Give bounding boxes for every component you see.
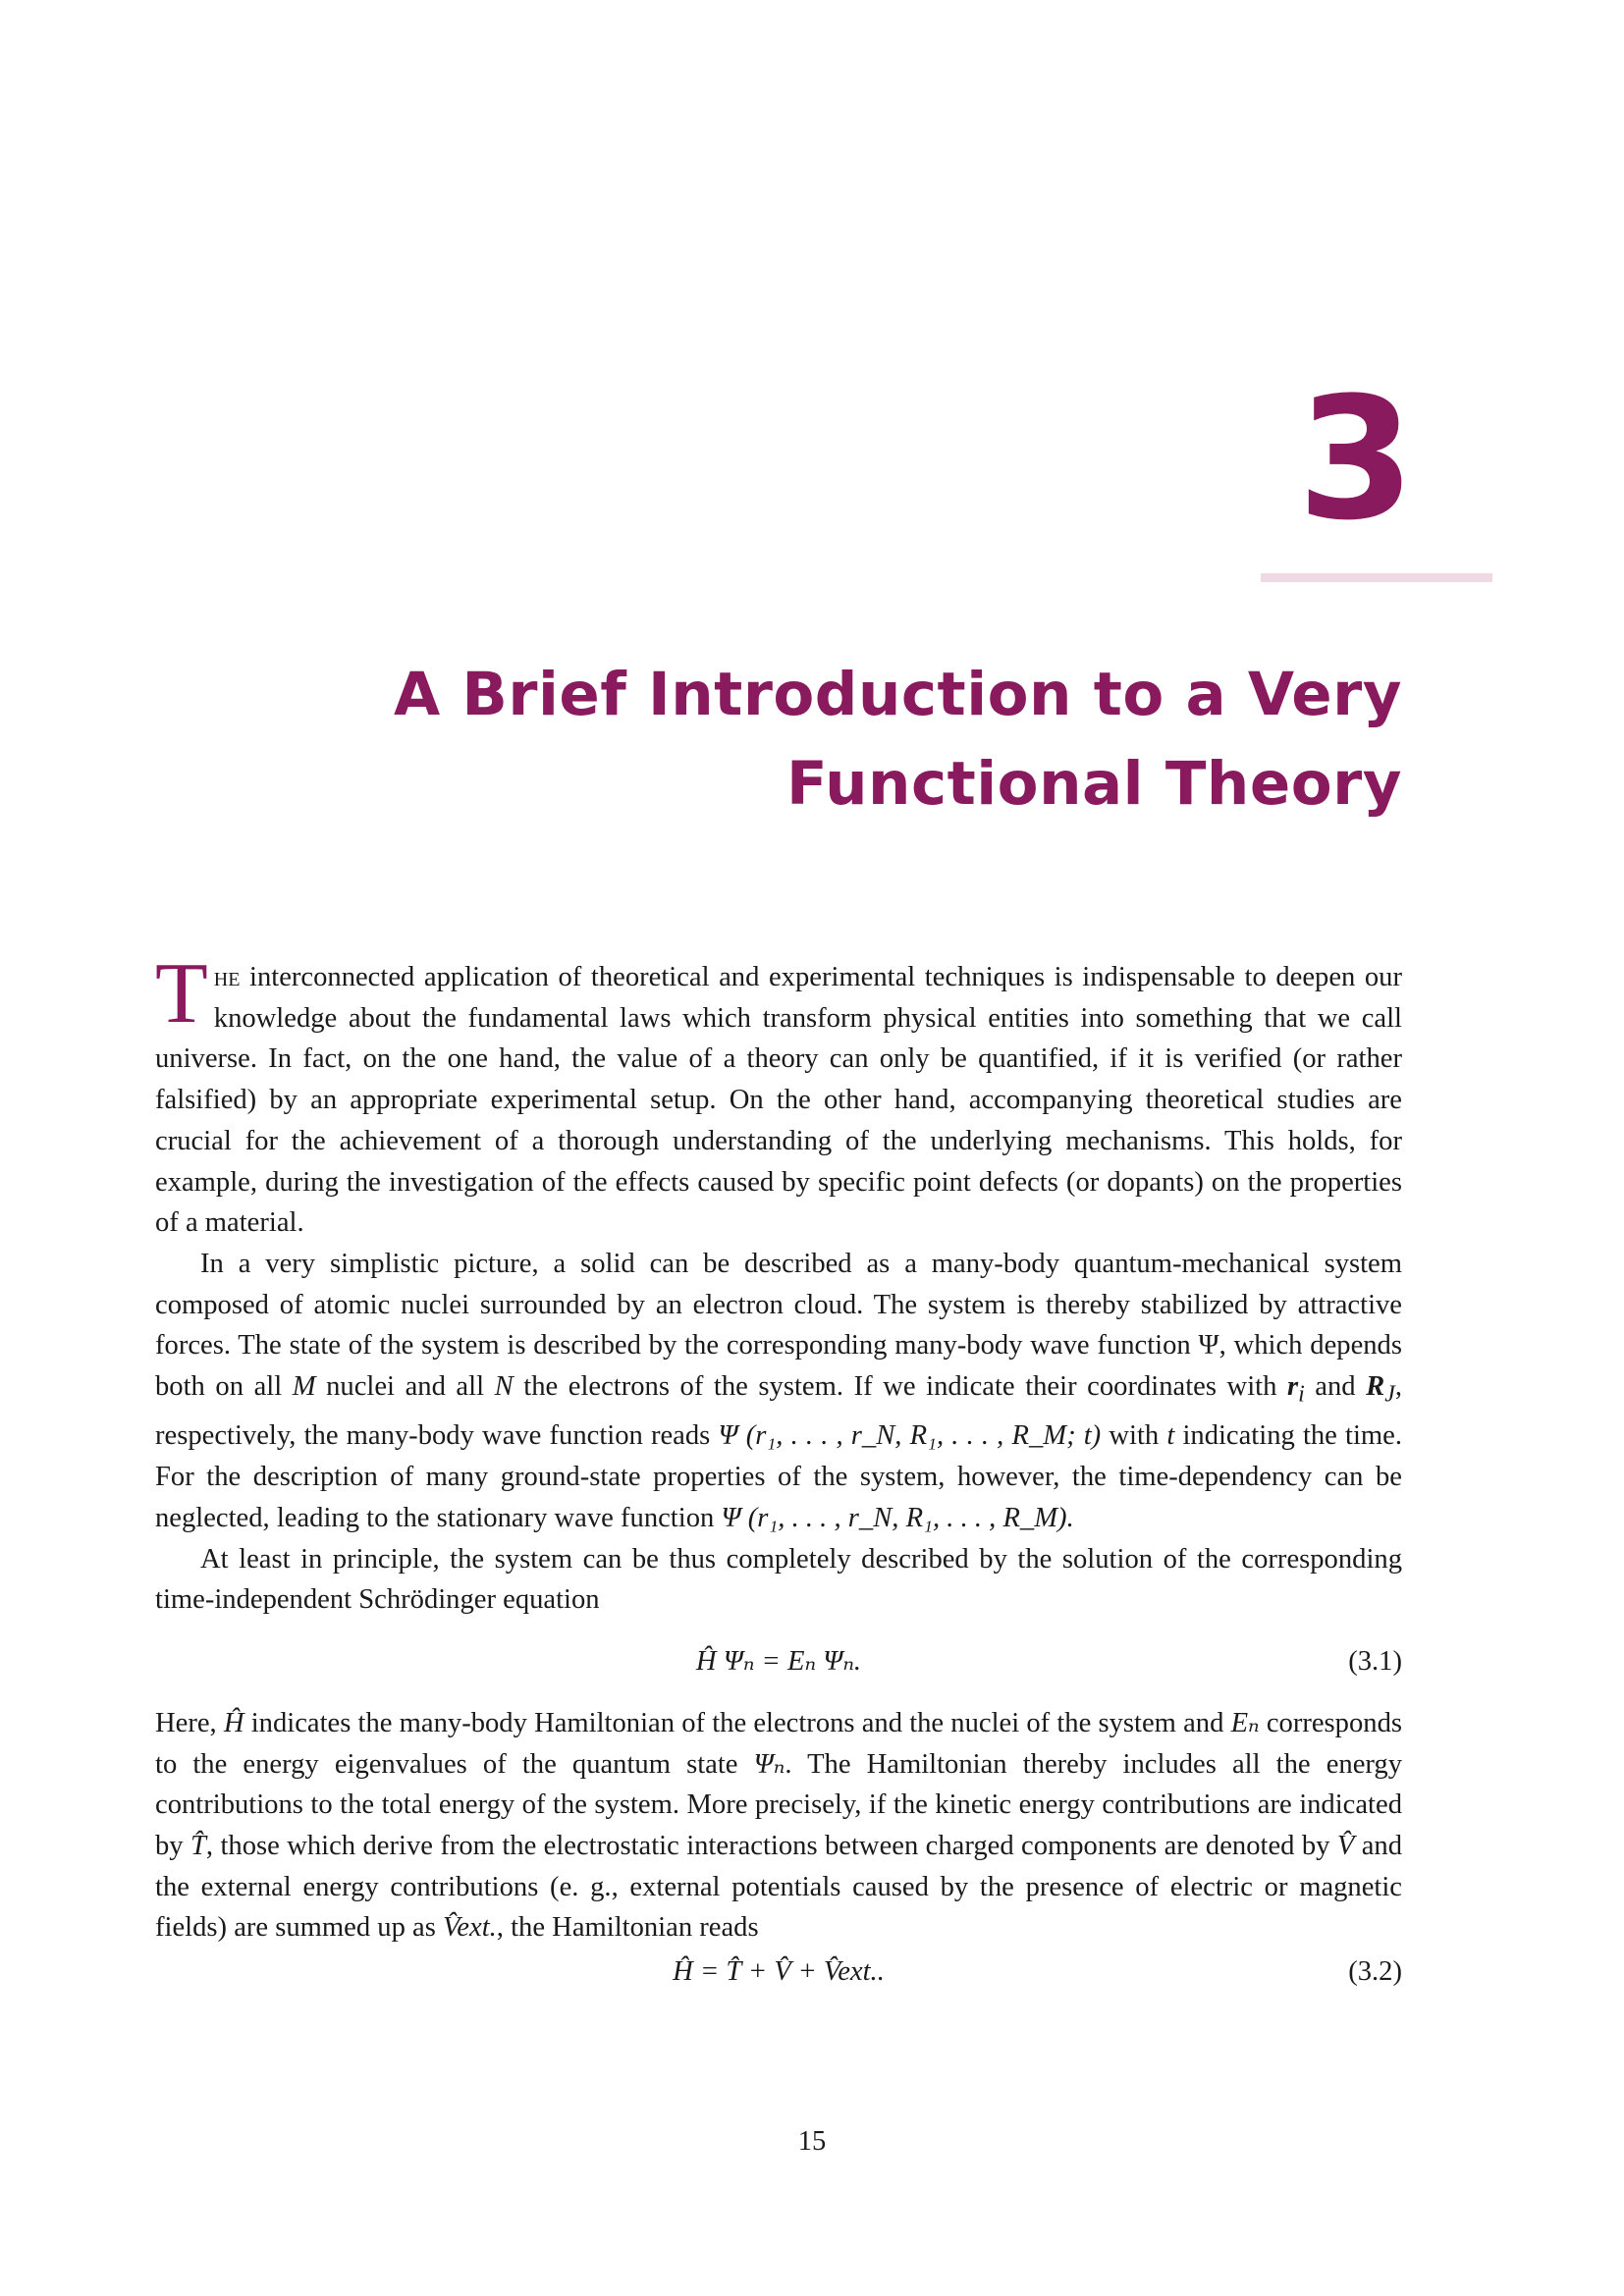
p4-text-b: indicates the many-body Hamiltonian of the electrons and the nuclei of the system and [244, 1707, 1231, 1738]
p2-text-b: nuclei and all [315, 1371, 495, 1403]
p4-text-a: Here, [155, 1707, 224, 1738]
math-wavefunction-stationary: Ψ (r₁, . . . , r_N, R₁, . . . , R_M). [721, 1502, 1074, 1533]
p4-text-e: , those which derive from the electrostatic interactions between charged components are denoted by [205, 1831, 1337, 1862]
p2-text-a: In a very simplistic picture, a solid can be described as a many-body quantum-mechanical system composed of atomic nuclei surrounded by an electron cloud. The system is thereby stabilized by attractive forces. The state of the system is described by the corresponding many-body wave function Ψ, which depends both on all [155, 1248, 1402, 1403]
paragraph-4 [155, 1703, 1402, 1949]
math-M: M [292, 1371, 316, 1403]
math-R-sub: J [1384, 1381, 1395, 1408]
body-text [155, 946, 1403, 1996]
math-H: Ĥ [223, 1707, 244, 1738]
p4-text-f: and the external energy contributions (e. g., external potentials caused by the presence of electric or magnetic fields) are summed up as [155, 1831, 1403, 1944]
p2-text-d: and [1304, 1371, 1367, 1403]
math-r-sub: i [1298, 1381, 1305, 1408]
p2-text-e: , respectively, the many-body wave function reads [155, 1371, 1402, 1452]
math-N: N [494, 1371, 514, 1403]
equation-3-2-number: (3.2) [1348, 1956, 1402, 1988]
p2-text-c: the electrons of the system. If we indicate their coordinates with [513, 1371, 1287, 1403]
equation-3-1-body: Ĥ Ψₙ = Eₙ Ψₙ. [695, 1646, 862, 1678]
p4-text-c: corresponds to the energy eigenvalues of the quantum state [155, 1707, 1402, 1780]
small-caps-lead: he [213, 962, 241, 992]
drop-cap: T [155, 946, 208, 1041]
math-T: T̂ [190, 1831, 206, 1862]
equation-3-2-body: Ĥ = T̂ + V̂ + V̂ext.. [673, 1956, 885, 1988]
page-number: 15 [797, 2126, 827, 2157]
p2-text-f: with [1101, 1420, 1167, 1452]
math-wavefunction-time: Ψ (r₁, . . . , r_N, R₁, . . . , R_M; t) [718, 1420, 1102, 1452]
p4-text-d: . The Hamiltonian thereby includes all the energy contributions to the total energy of the system. More precisely, if the kinetic energy contributions are indicated by [155, 1748, 1403, 1862]
paragraph-3: At least in principle, the system can be thus completely described by the solution of the corresponding time-independent Schrödinger equation [155, 1543, 1402, 1616]
math-V-ext: V̂ext. [443, 1912, 497, 1944]
paragraph-1-text: interconnected application of theoretical and experimental techniques is indispensable to deepen our knowledge about the fundamental laws which transform physical entities into something that we call universe. In fact, on the one hand, the value of a theory can only be quantified, if it is verified (or rather falsified) by an appropriate experimental setup. On the other hand, accompanying theoretical studies are crucial for the achievement of a thorough understanding of the underlying mechanisms. This holds, for example, during the investigation of the effects caused by specific point defects (or dopants) on the properties of a material. [155, 962, 1402, 1239]
math-r: r [1286, 1371, 1299, 1403]
math-En: Eₙ [1230, 1707, 1260, 1738]
math-R: R [1366, 1371, 1385, 1403]
paragraph-2 [155, 1244, 1402, 1539]
equation-3-2 [155, 1949, 1402, 1996]
equation-3-1-number: (3.1) [1348, 1646, 1402, 1678]
p4-text-g: , the Hamiltonian reads [496, 1912, 759, 1944]
paragraph-1 [155, 946, 1402, 1244]
p2-text-g: indicating the time. For the description of many ground-state properties of the system, however, the time-dependency can be neglected, leading to the stationary wave function [155, 1420, 1402, 1533]
math-V: V̂ [1336, 1831, 1355, 1862]
chapter-rule [1261, 573, 1492, 582]
chapter-number: 3 [1297, 360, 1415, 558]
math-Psi-n: Ψₙ [753, 1748, 785, 1780]
chapter-title: A Brief Introduction to a Very Functional Theory [393, 660, 1402, 819]
math-t: t [1166, 1420, 1175, 1452]
equation-3-1 [155, 1621, 1402, 1703]
